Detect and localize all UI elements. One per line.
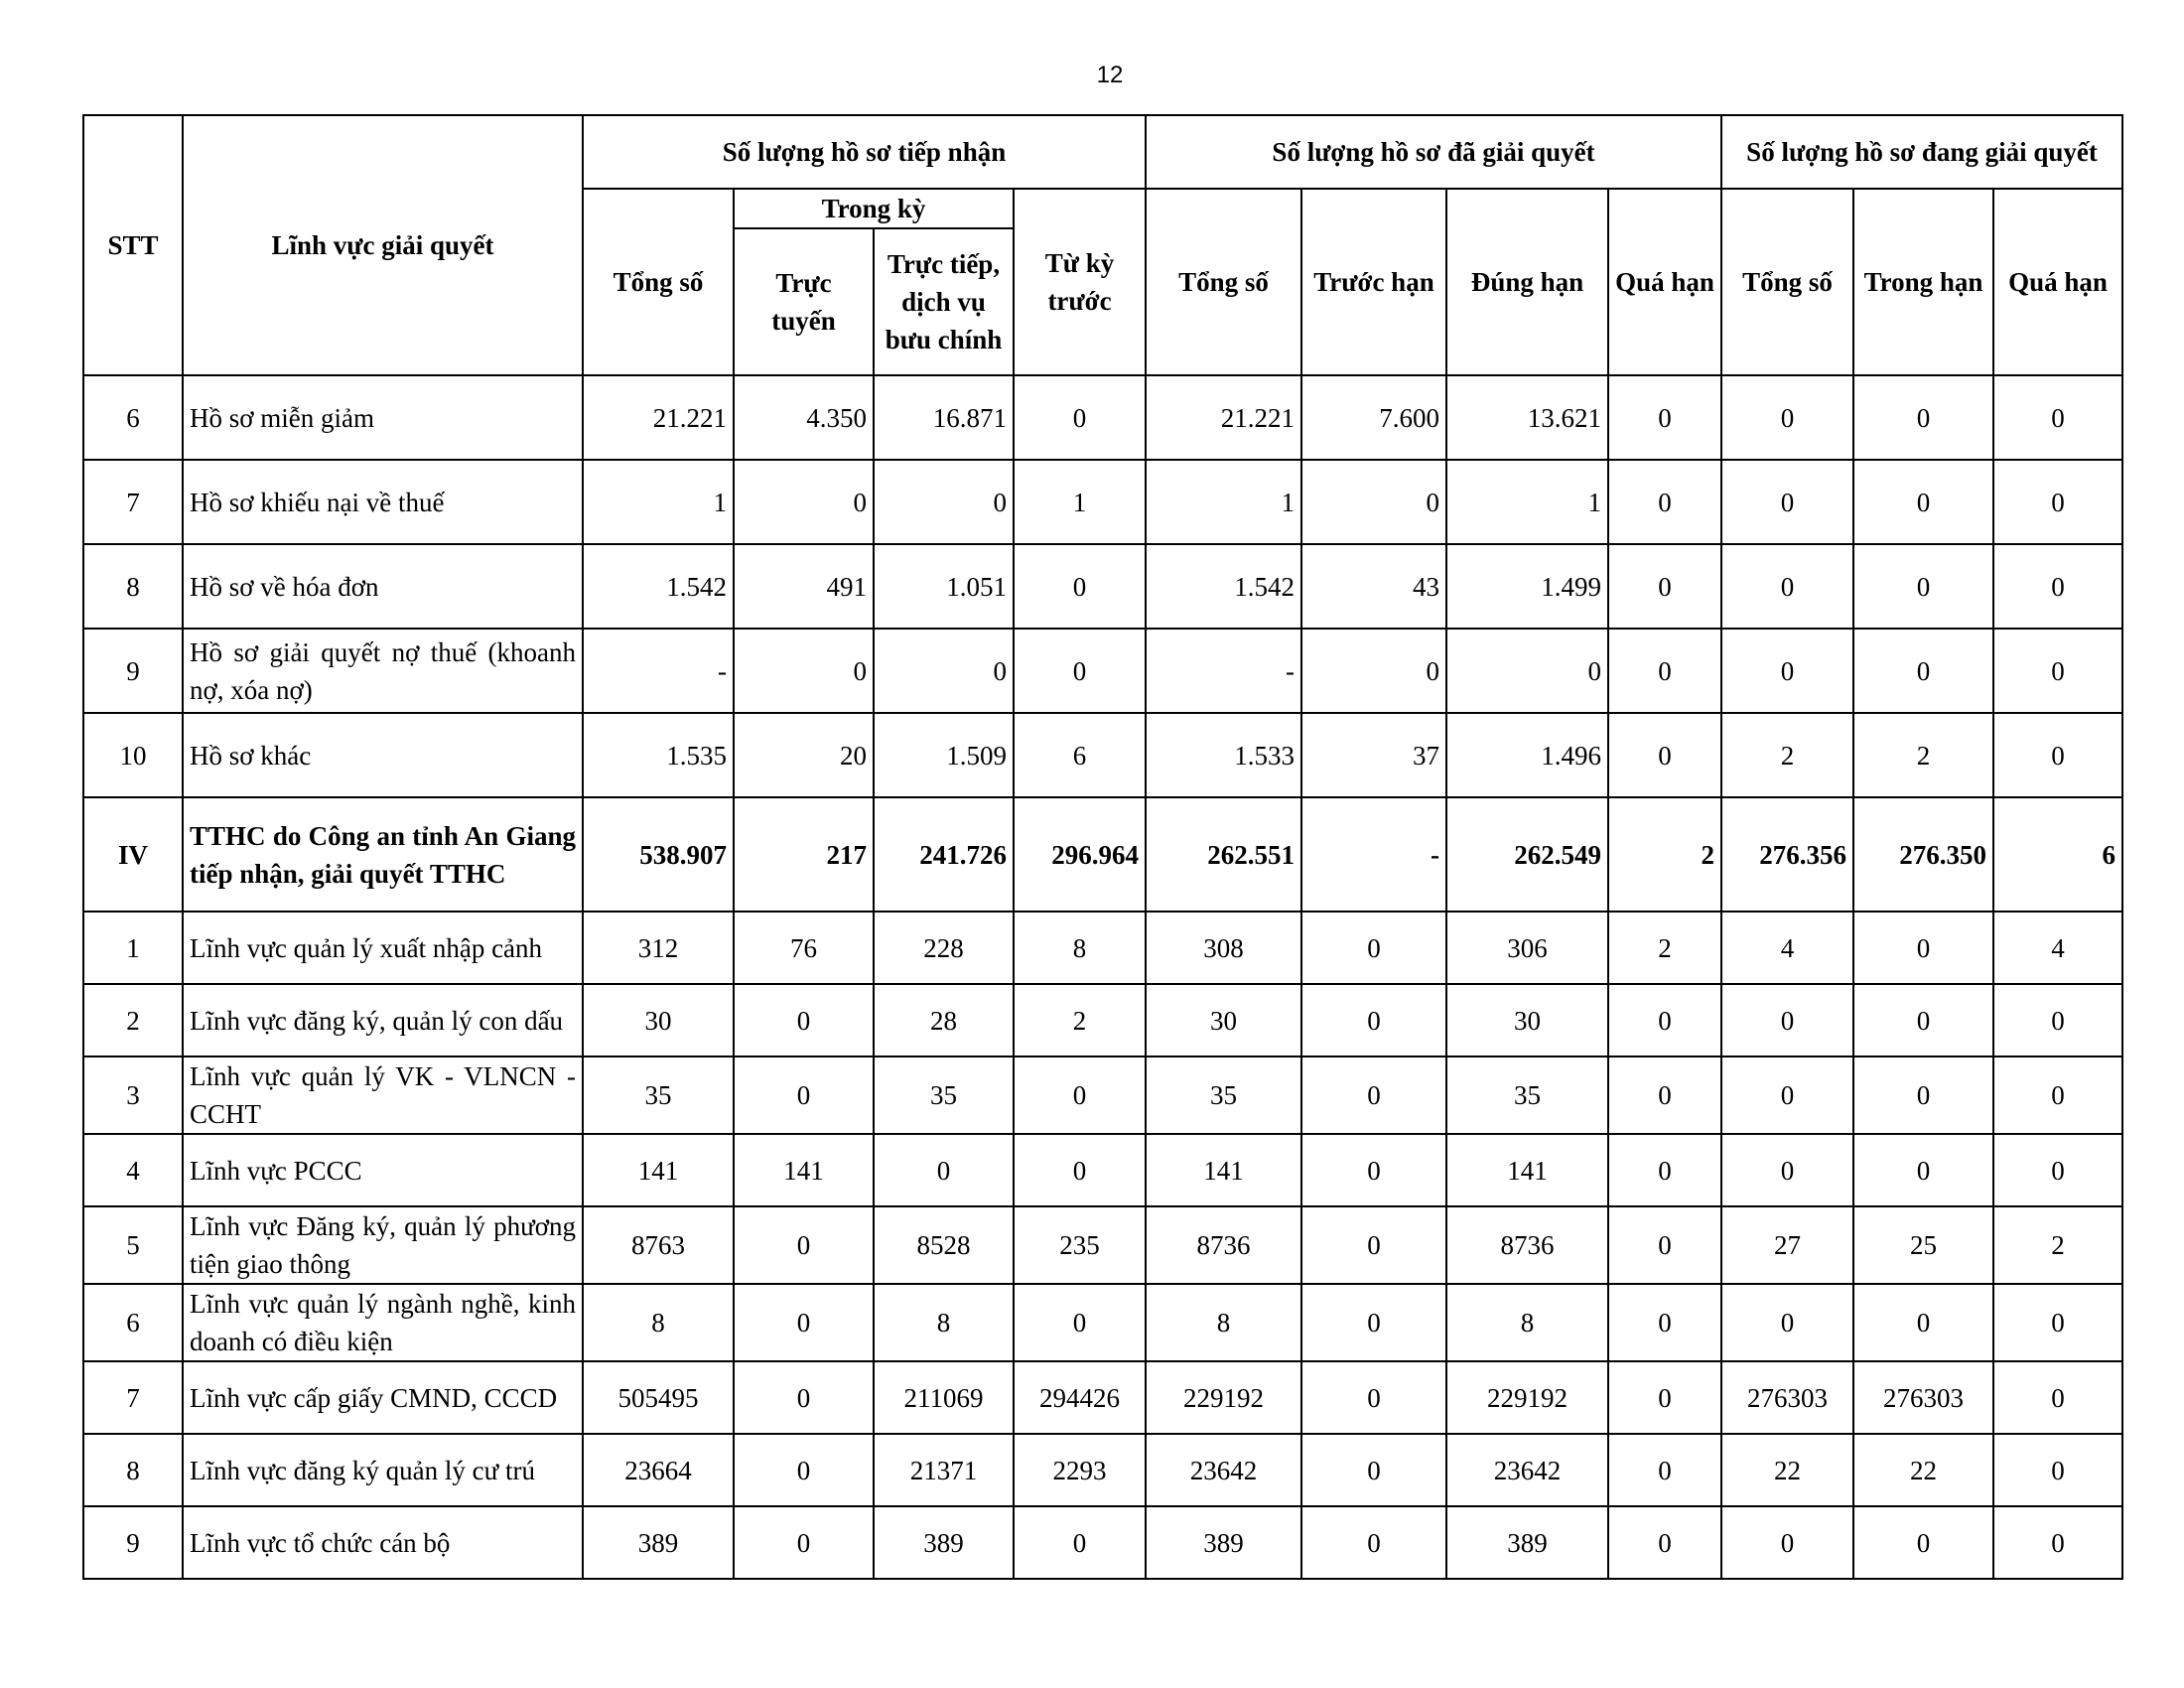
cell-stt: 5 [83, 1206, 183, 1284]
table-header [83, 115, 2122, 375]
cell-value: 141 [1446, 1134, 1608, 1206]
cell-value: 1 [1146, 460, 1301, 544]
cell-stt: 6 [83, 1284, 183, 1361]
table-row [83, 713, 2122, 797]
table-row [83, 1284, 2122, 1361]
cell-value: 8736 [1446, 1206, 1608, 1284]
cell-value: 0 [1993, 713, 2122, 797]
cell-value: 389 [874, 1506, 1014, 1579]
cell-value: 0 [734, 1361, 874, 1434]
table-row [83, 1361, 2122, 1434]
header-resolved-overdue: Quá hạn [1608, 189, 1721, 375]
cell-value: 0 [1853, 912, 1993, 984]
cell-value: 262.551 [1146, 797, 1301, 912]
cell-value: 37 [1301, 713, 1446, 797]
cell-stt: 10 [83, 713, 183, 797]
cell-value: 23642 [1146, 1434, 1301, 1506]
header-pending-overdue: Quá hạn [1993, 189, 2122, 375]
cell-value: 0 [1721, 375, 1853, 460]
header-received: Số lượng hồ sơ tiếp nhận [583, 115, 1146, 189]
cell-value: 0 [1608, 1361, 1721, 1434]
cell-value: 0 [1301, 984, 1446, 1056]
cell-value: 43 [1301, 544, 1446, 629]
cell-value: 0 [1993, 1134, 2122, 1206]
cell-stt: IV [83, 797, 183, 912]
cell-value: 0 [734, 1206, 874, 1284]
cell-value: 21371 [874, 1434, 1014, 1506]
cell-field-name: Lĩnh vực quản lý ngành nghề, kinh doanh có điều kiện [183, 1284, 583, 1361]
cell-value: 0 [1608, 1284, 1721, 1361]
cell-value: 389 [1146, 1506, 1301, 1579]
cell-value: 229192 [1146, 1361, 1301, 1434]
cell-value: 0 [1014, 1284, 1146, 1361]
cell-value: 35 [583, 1056, 734, 1134]
header-field: Lĩnh vực giải quyết [183, 115, 583, 375]
cell-value: 0 [1608, 544, 1721, 629]
cell-value: 0 [1853, 460, 1993, 544]
cell-field-name: Lĩnh vực quản lý xuất nhập cảnh [183, 912, 583, 984]
cell-field-name: Lĩnh vực đăng ký, quản lý con dấu [183, 984, 583, 1056]
cell-value: 241.726 [874, 797, 1014, 912]
cell-value: 27 [1721, 1206, 1853, 1284]
cell-value: 8763 [583, 1206, 734, 1284]
cell-value: 0 [1014, 1056, 1146, 1134]
cell-value: 0 [734, 629, 874, 713]
cell-field-name: Hồ sơ miễn giảm [183, 375, 583, 460]
cell-value: 0 [734, 1434, 874, 1506]
cell-value: 0 [1853, 629, 1993, 713]
cell-value: 228 [874, 912, 1014, 984]
table-row [83, 544, 2122, 629]
cell-value: 8736 [1146, 1206, 1301, 1284]
cell-value: 0 [734, 1284, 874, 1361]
header-resolved: Số lượng hồ sơ đã giải quyết [1146, 115, 1721, 189]
cell-value: 217 [734, 797, 874, 912]
cell-value: 0 [1993, 629, 2122, 713]
cell-value: 0 [1014, 1134, 1146, 1206]
cell-value: 0 [1993, 1434, 2122, 1506]
cell-field-name: TTHC do Công an tỉnh An Giang tiếp nhận, giải quyết TTHC [183, 797, 583, 912]
cell-value: 0 [1608, 1506, 1721, 1579]
cell-value: 2 [1608, 797, 1721, 912]
cell-value: 8528 [874, 1206, 1014, 1284]
cell-value: 0 [1608, 1134, 1721, 1206]
header-direct-postal: Trực tiếp, dịch vụ bưu chính [874, 228, 1014, 375]
cell-field-name: Hồ sơ về hóa đơn [183, 544, 583, 629]
cell-value: 0 [1853, 1284, 1993, 1361]
cell-value: 0 [1301, 629, 1446, 713]
table-row [83, 1506, 2122, 1579]
cell-value: 0 [1993, 984, 2122, 1056]
header-stt: STT [83, 115, 183, 375]
cell-value: 22 [1853, 1434, 1993, 1506]
table-body [83, 375, 2122, 1579]
cell-value: - [1146, 629, 1301, 713]
cell-value: 389 [583, 1506, 734, 1579]
cell-value: 30 [1446, 984, 1608, 1056]
cell-value: 0 [1853, 544, 1993, 629]
cell-value: 1.535 [583, 713, 734, 797]
table-row [83, 629, 2122, 713]
cell-value: 1 [583, 460, 734, 544]
cell-value: 21.221 [1146, 375, 1301, 460]
cell-field-name: Lĩnh vực Đăng ký, quản lý phương tiện giao thông [183, 1206, 583, 1284]
cell-value: 30 [1146, 984, 1301, 1056]
cell-stt: 9 [83, 629, 183, 713]
header-pending-total: Tổng số [1721, 189, 1853, 375]
cell-value: 0 [1721, 629, 1853, 713]
cell-value: 491 [734, 544, 874, 629]
cell-value: 538.907 [583, 797, 734, 912]
cell-value: 25 [1853, 1206, 1993, 1284]
cell-value: 0 [1301, 1284, 1446, 1361]
cell-value: 2 [1853, 713, 1993, 797]
cell-value: - [583, 629, 734, 713]
cell-value: 0 [734, 460, 874, 544]
table-row [83, 1056, 2122, 1134]
cell-value: 8 [874, 1284, 1014, 1361]
cell-value: 4 [1721, 912, 1853, 984]
table-row [83, 375, 2122, 460]
cell-value: 35 [874, 1056, 1014, 1134]
header-in-time: Trong hạn [1853, 189, 1993, 375]
header-in-period: Trong kỳ [734, 189, 1014, 228]
cell-value: 0 [874, 1134, 1014, 1206]
cell-value: 0 [1608, 1056, 1721, 1134]
cell-value: 235 [1014, 1206, 1146, 1284]
cell-value: 0 [1014, 375, 1146, 460]
cell-value: 0 [1993, 1056, 2122, 1134]
cell-field-name: Lĩnh vực cấp giấy CMND, CCCD [183, 1361, 583, 1434]
cell-value: 0 [1301, 1434, 1446, 1506]
cell-value: 1.496 [1446, 713, 1608, 797]
table-row [83, 1206, 2122, 1284]
cell-stt: 3 [83, 1056, 183, 1134]
cell-value: 0 [1446, 629, 1608, 713]
cell-value: 1.509 [874, 713, 1014, 797]
cell-stt: 4 [83, 1134, 183, 1206]
cell-value: 0 [874, 629, 1014, 713]
page-number: 12 [1096, 62, 1124, 88]
header-received-total: Tổng số [583, 189, 734, 375]
cell-value: 2 [1608, 912, 1721, 984]
cell-value: 1.499 [1446, 544, 1608, 629]
cell-value: 296.964 [1014, 797, 1146, 912]
cell-value: 8 [1146, 1284, 1301, 1361]
cell-value: 2293 [1014, 1434, 1146, 1506]
cell-value: 276303 [1721, 1361, 1853, 1434]
cell-value: 141 [583, 1134, 734, 1206]
cell-value: 0 [1993, 544, 2122, 629]
cell-value: 23664 [583, 1434, 734, 1506]
cell-stt: 7 [83, 1361, 183, 1434]
cell-value: 0 [1608, 1206, 1721, 1284]
cell-value: 0 [874, 460, 1014, 544]
table-row [83, 984, 2122, 1056]
header-from-prev: Từ kỳ trước [1014, 189, 1146, 375]
cell-value: 0 [1721, 1056, 1853, 1134]
cell-value: 0 [1721, 1284, 1853, 1361]
cell-stt: 9 [83, 1506, 183, 1579]
cell-value: 8 [1446, 1284, 1608, 1361]
statistics-table [82, 114, 2123, 1580]
cell-value: 294426 [1014, 1361, 1146, 1434]
cell-value: 0 [1301, 1506, 1446, 1579]
cell-value: 0 [1853, 1056, 1993, 1134]
cell-value: 13.621 [1446, 375, 1608, 460]
cell-value: 0 [1721, 984, 1853, 1056]
cell-value: 35 [1146, 1056, 1301, 1134]
cell-value: 8 [1014, 912, 1146, 984]
cell-stt: 8 [83, 544, 183, 629]
cell-value: 0 [1301, 1361, 1446, 1434]
cell-value: 21.221 [583, 375, 734, 460]
cell-value: 0 [1853, 1134, 1993, 1206]
cell-value: 0 [1993, 375, 2122, 460]
cell-value: 0 [1993, 1361, 2122, 1434]
cell-value: 2 [1721, 713, 1853, 797]
cell-value: 0 [1853, 984, 1993, 1056]
header-pending: Số lượng hồ sơ đang giải quyết [1721, 115, 2122, 189]
cell-value: 0 [1301, 460, 1446, 544]
cell-value: 0 [1608, 629, 1721, 713]
cell-value: 8 [583, 1284, 734, 1361]
cell-stt: 7 [83, 460, 183, 544]
cell-stt: 6 [83, 375, 183, 460]
header-on-time: Đúng hạn [1446, 189, 1608, 375]
cell-value: 276.356 [1721, 797, 1853, 912]
cell-value: 4 [1993, 912, 2122, 984]
header-resolved-total: Tổng số [1146, 189, 1301, 375]
cell-value: 0 [734, 1056, 874, 1134]
cell-value: 0 [1993, 1506, 2122, 1579]
header-online: Trực tuyến [734, 228, 874, 375]
table-row [83, 1434, 2122, 1506]
cell-value: 0 [1608, 375, 1721, 460]
cell-value: 276.350 [1853, 797, 1993, 912]
cell-value: 4.350 [734, 375, 874, 460]
cell-value: 2 [1014, 984, 1146, 1056]
table-row [83, 460, 2122, 544]
cell-value: 0 [1853, 1506, 1993, 1579]
cell-value: 0 [734, 984, 874, 1056]
cell-value: 229192 [1446, 1361, 1608, 1434]
cell-value: 1.542 [583, 544, 734, 629]
cell-value: 6 [1014, 713, 1146, 797]
cell-stt: 2 [83, 984, 183, 1056]
cell-value: 0 [1608, 713, 1721, 797]
cell-value: 0 [734, 1506, 874, 1579]
cell-value: 0 [1608, 1434, 1721, 1506]
cell-field-name: Lĩnh vực đăng ký quản lý cư trú [183, 1434, 583, 1506]
cell-field-name: Lĩnh vực PCCC [183, 1134, 583, 1206]
cell-value: 0 [1721, 460, 1853, 544]
cell-value: 308 [1146, 912, 1301, 984]
cell-value: 0 [1301, 1134, 1446, 1206]
cell-value: 1.533 [1146, 713, 1301, 797]
cell-value: 1 [1014, 460, 1146, 544]
cell-value: 0 [1014, 544, 1146, 629]
cell-value: 0 [1721, 544, 1853, 629]
cell-value: 22 [1721, 1434, 1853, 1506]
cell-stt: 1 [83, 912, 183, 984]
cell-value: 0 [1993, 1284, 2122, 1361]
cell-value: 7.600 [1301, 375, 1446, 460]
cell-value: 0 [1014, 1506, 1146, 1579]
cell-value: 76 [734, 912, 874, 984]
cell-value: 276303 [1853, 1361, 1993, 1434]
section-row [83, 797, 2122, 912]
cell-value: 306 [1446, 912, 1608, 984]
cell-value: 0 [1721, 1506, 1853, 1579]
cell-value: 0 [1721, 1134, 1853, 1206]
cell-value: 16.871 [874, 375, 1014, 460]
cell-value: 30 [583, 984, 734, 1056]
header-early: Trước hạn [1301, 189, 1446, 375]
cell-value: 505495 [583, 1361, 734, 1434]
cell-value: 141 [1146, 1134, 1301, 1206]
cell-value: 2 [1993, 1206, 2122, 1284]
cell-field-name: Hồ sơ giải quyết nợ thuế (khoanh nợ, xóa nợ) [183, 629, 583, 713]
cell-value: 0 [1608, 984, 1721, 1056]
cell-field-name: Hồ sơ khiếu nại về thuế [183, 460, 583, 544]
cell-value: 211069 [874, 1361, 1014, 1434]
table-row [83, 1134, 2122, 1206]
cell-value: 28 [874, 984, 1014, 1056]
cell-value: 262.549 [1446, 797, 1608, 912]
cell-value: - [1301, 797, 1446, 912]
cell-value: 141 [734, 1134, 874, 1206]
cell-value: 1.542 [1146, 544, 1301, 629]
cell-value: 312 [583, 912, 734, 984]
cell-stt: 8 [83, 1434, 183, 1506]
cell-field-name: Lĩnh vực quản lý VK - VLNCN - CCHT [183, 1056, 583, 1134]
cell-value: 0 [1608, 460, 1721, 544]
cell-field-name: Hồ sơ khác [183, 713, 583, 797]
table-row [83, 912, 2122, 984]
cell-value: 0 [1301, 1206, 1446, 1284]
cell-value: 1 [1446, 460, 1608, 544]
cell-value: 0 [1853, 375, 1993, 460]
cell-value: 0 [1301, 1056, 1446, 1134]
cell-value: 389 [1446, 1506, 1608, 1579]
cell-value: 1.051 [874, 544, 1014, 629]
cell-value: 6 [1993, 797, 2122, 912]
cell-value: 23642 [1446, 1434, 1608, 1506]
cell-value: 35 [1446, 1056, 1608, 1134]
cell-value: 20 [734, 713, 874, 797]
cell-field-name: Lĩnh vực tổ chức cán bộ [183, 1506, 583, 1579]
cell-value: 0 [1301, 912, 1446, 984]
cell-value: 0 [1014, 629, 1146, 713]
cell-value: 0 [1993, 460, 2122, 544]
